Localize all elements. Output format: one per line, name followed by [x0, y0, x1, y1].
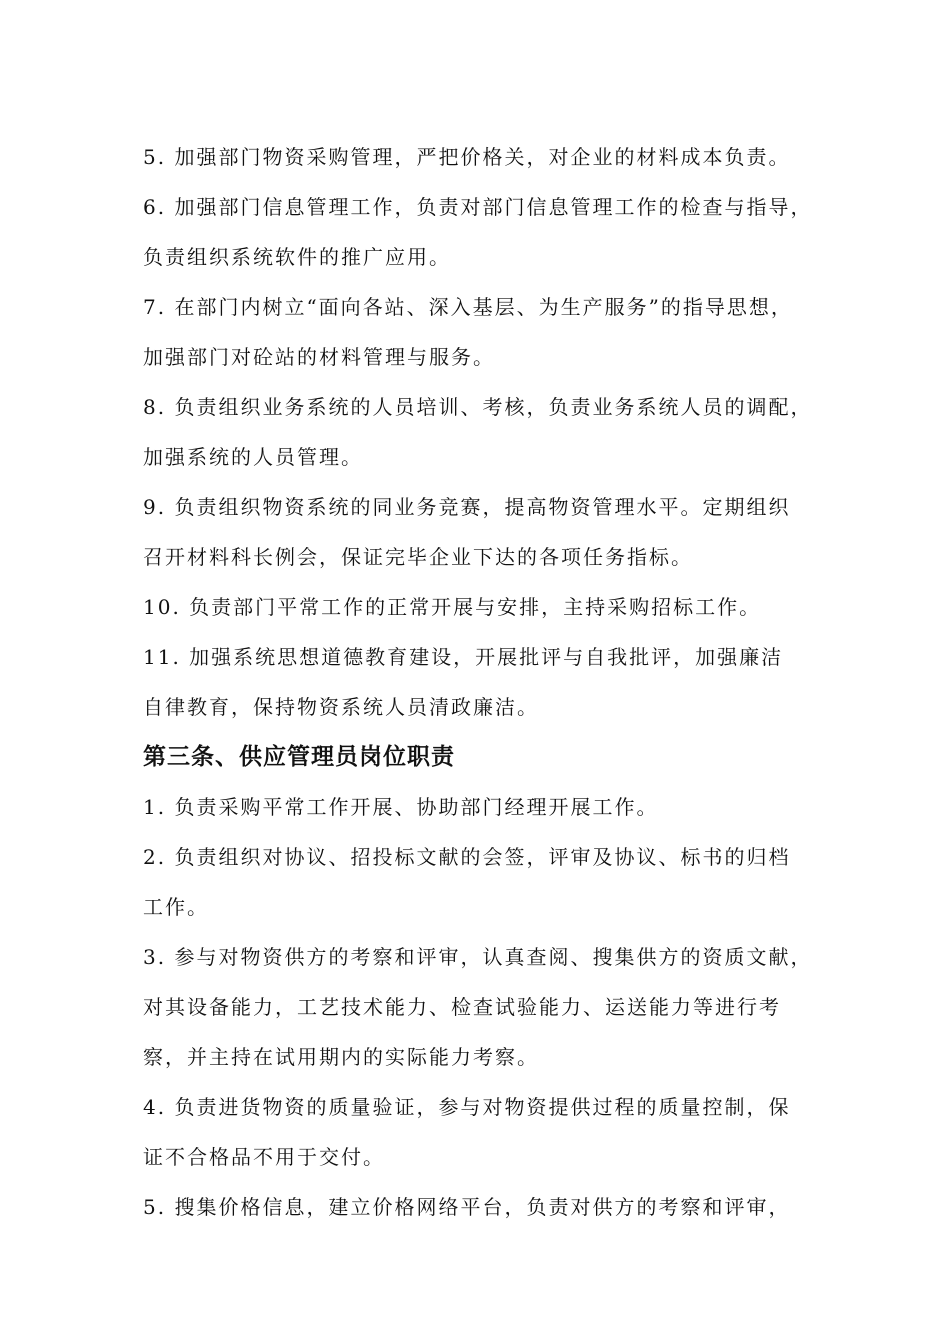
text-line: 2. 负责组织对协议、招投标文献的会签，评审及协议、标书的归档 — [143, 845, 791, 869]
text-line: 5. 搜集价格信息，建立价格网络平台，负责对供方的考察和评审， — [143, 1195, 791, 1219]
text-line: 加强系统的人员管理。 — [143, 445, 363, 469]
text-line: 1. 负责采购平常工作开展、协助部门经理开展工作。 — [143, 795, 659, 819]
section-heading: 第三条、供应管理员岗位职责 — [143, 744, 455, 770]
text-line: 证不合格品不用于交付。 — [143, 1145, 385, 1169]
text-line: 5. 加强部门物资采购管理，严把价格关，对企业的材料成本负责。 — [143, 145, 791, 169]
text-line: 11. 加强系统思想道德教育建设，开展批评与自我批评，加强廉洁 — [143, 645, 784, 669]
text-line: 8. 负责组织业务系统的人员培训、考核，负责业务系统人员的调配， — [143, 395, 813, 419]
text-line: 察，并主持在试用期内的实际能力考察。 — [143, 1045, 539, 1069]
text-line: 召开材料科长例会，保证完毕企业下达的各项任务指标。 — [143, 545, 693, 569]
text-line: 3. 参与对物资供方的考察和评审，认真查阅、搜集供方的资质文献， — [143, 945, 813, 969]
document-body — [143, 132, 833, 1232]
text-line: 工作。 — [143, 895, 209, 919]
text-line: 负责组织系统软件的推广应用。 — [143, 245, 451, 269]
text-line: 加强部门对砼站的材料管理与服务。 — [143, 345, 495, 369]
text-line: 7. 在部门内树立“面向各站、深入基层、为生产服务”的指导思想， — [143, 295, 793, 319]
text-line: 9. 负责组织物资系统的同业务竞赛，提高物资管理水平。定期组织 — [143, 495, 791, 519]
text-line: 4. 负责进货物资的质量验证，参与对物资提供过程的质量控制，保 — [143, 1095, 791, 1119]
text-line: 10. 负责部门平常工作的正常开展与安排，主持采购招标工作。 — [143, 595, 762, 619]
text-line: 对其设备能力，工艺技术能力、检查试验能力、运送能力等进行考 — [143, 995, 781, 1019]
text-line: 6. 加强部门信息管理工作，负责对部门信息管理工作的检查与指导， — [143, 195, 813, 219]
text-line: 自律教育，保持物资系统人员清政廉洁。 — [143, 695, 539, 719]
